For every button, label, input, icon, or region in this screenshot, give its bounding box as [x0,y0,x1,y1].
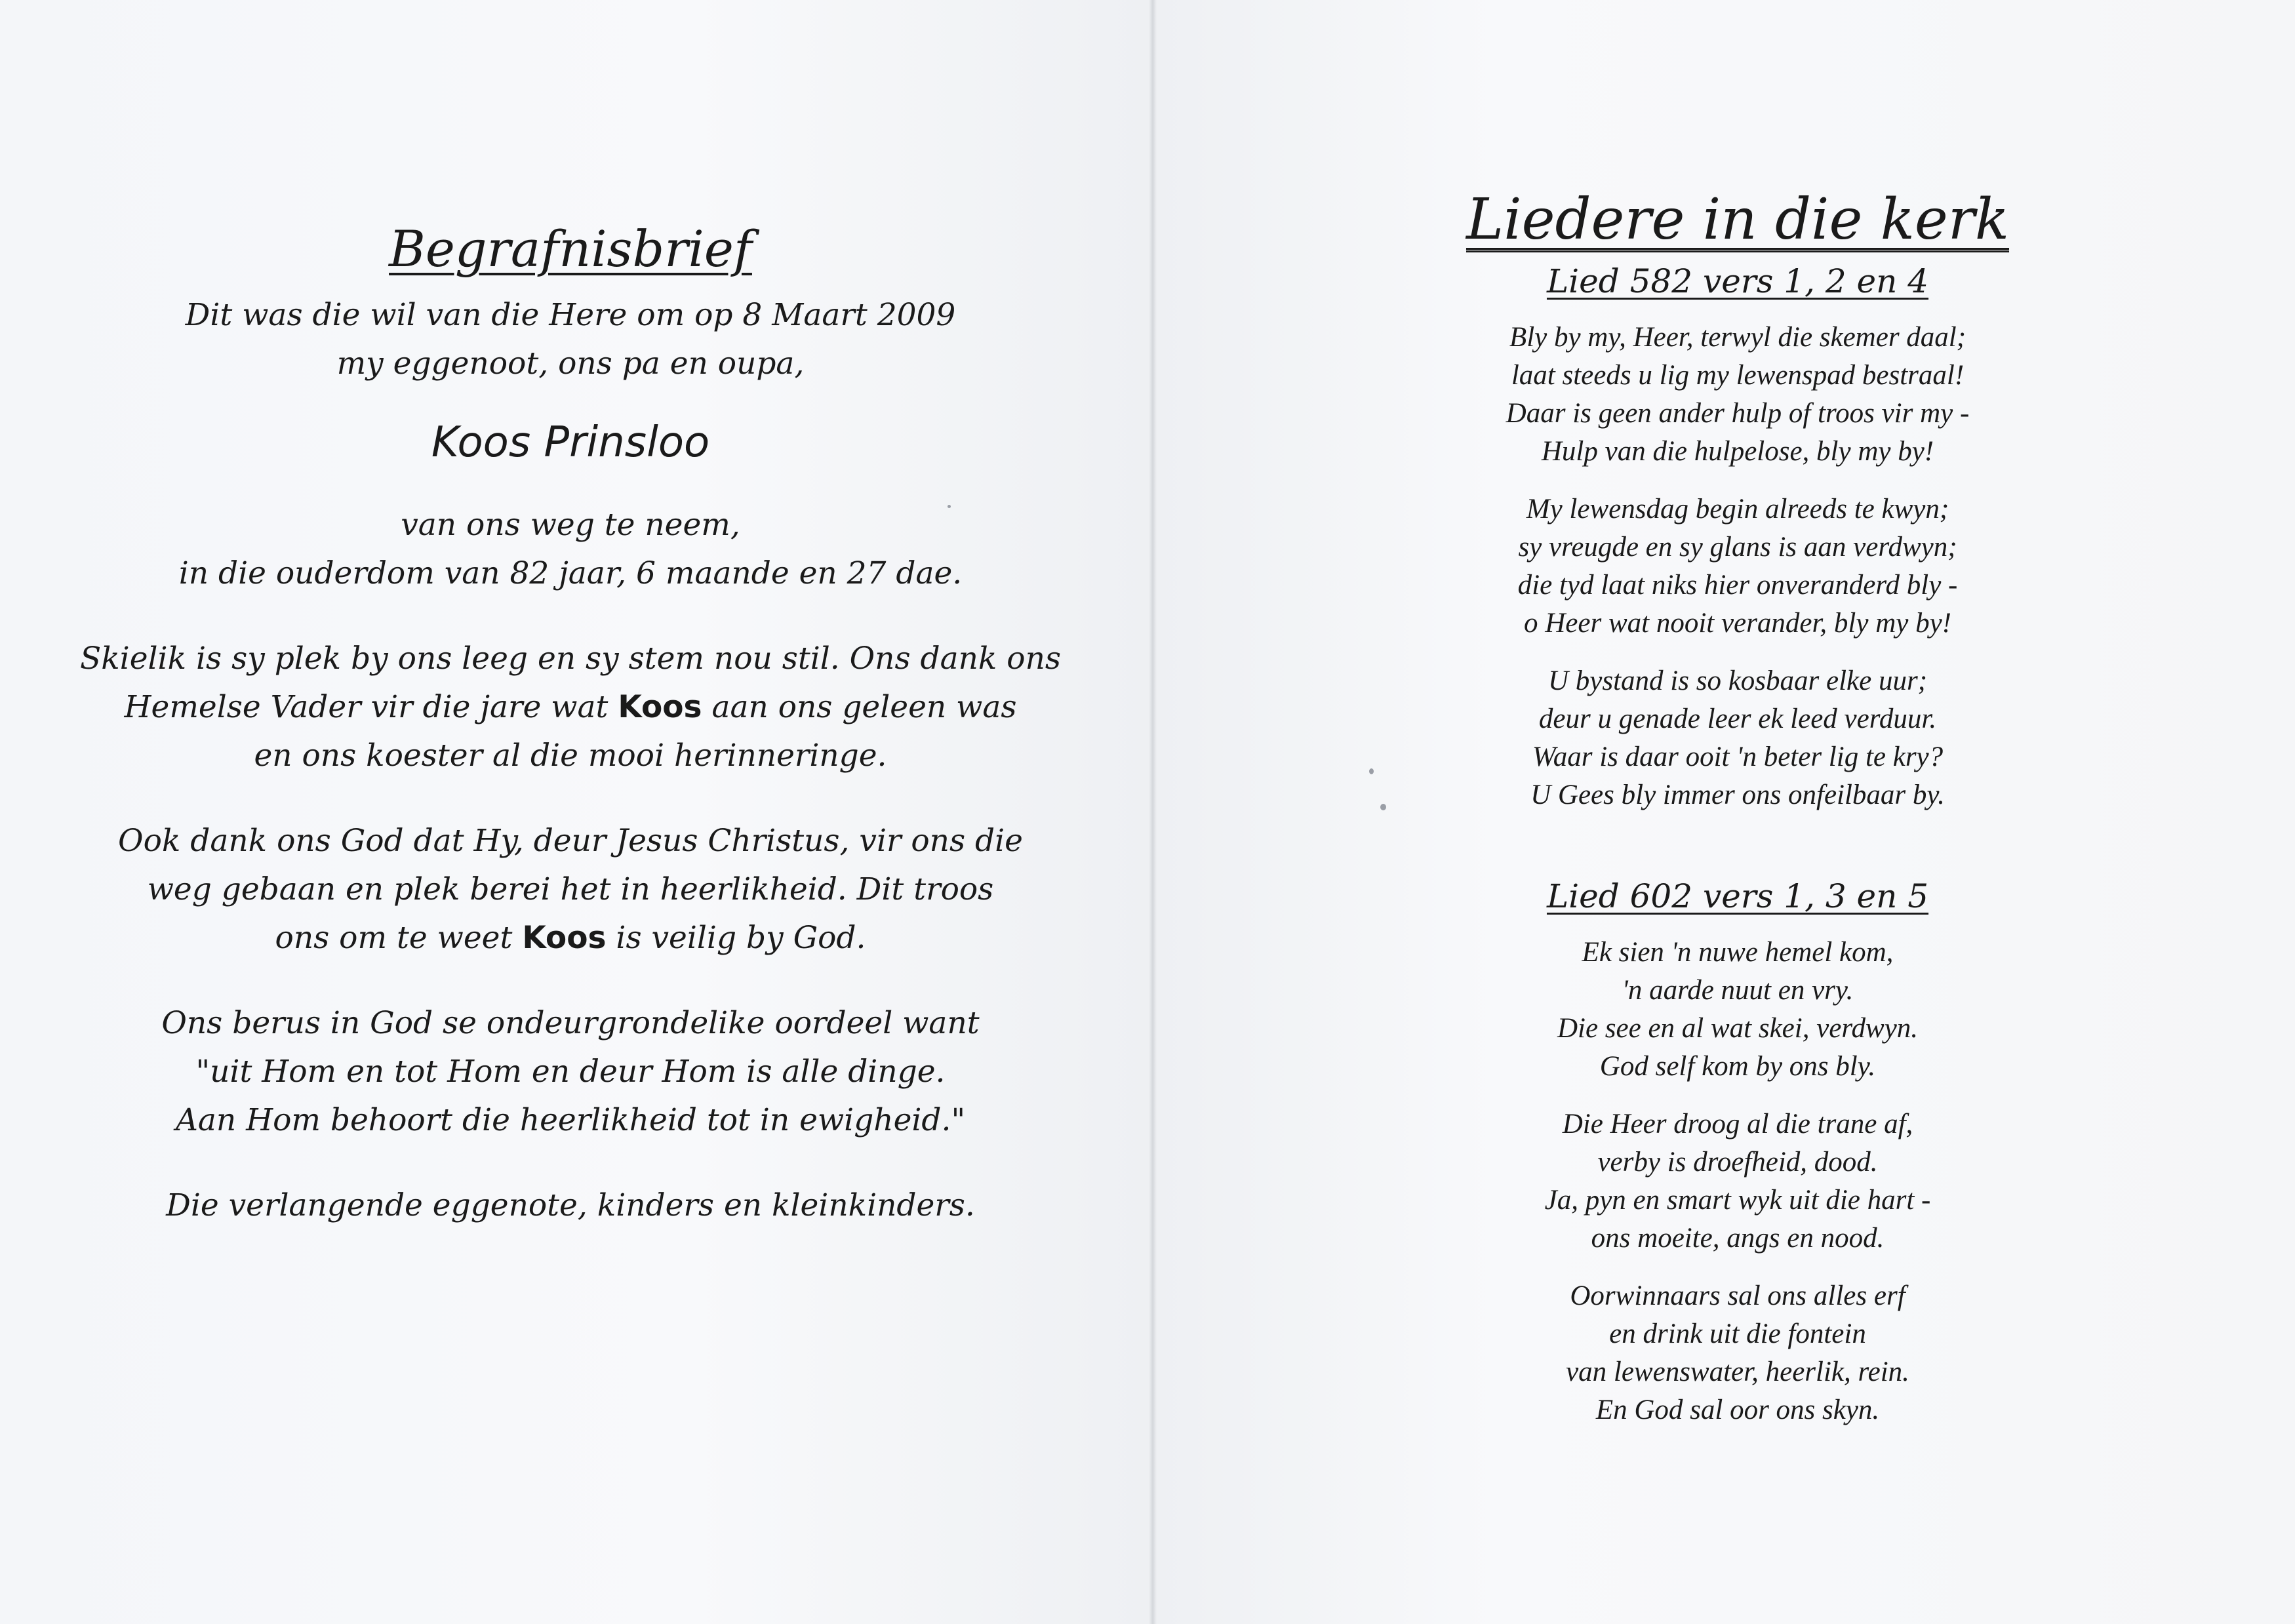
paragraph-line: weg gebaan en plek berei het in heerlikheid. Dit troos [147,871,994,907]
age-statement [39,501,1102,598]
verse-line: ons moeite, angs en nood. [1591,1223,1885,1254]
hymn-verse [1344,662,2131,814]
hymns-title: Liedere in die kerk [1466,187,2010,252]
funeral-letter [39,216,1102,1230]
verse-line: van lewenswater, heerlik, rein. [1566,1357,1909,1387]
letter-title: Begrafnisbrief [389,220,752,278]
paragraph-line: Ons berus in God se ondeurgrondelike oordeel want [161,1005,980,1041]
deceased-name: Koos Prinsloo [431,418,710,467]
verse-line: en drink uit die fontein [1609,1318,1866,1349]
verse-line: verby is droefheid, dood. [1597,1147,1878,1178]
verse-line: Ek sien 'n nuwe hemel kom, [1582,937,1894,968]
hymn-verse [1344,490,2131,643]
text-span: Hemelse Vader vir die jare wat [124,689,618,725]
paragraph-line: Aan Hom behoort die heerlikheid tot in ewigheid." [175,1102,966,1138]
paragraph-line: Ook dank ons God dat Hy, deur Jesus Christus, vir ons die [118,823,1023,859]
verse-line: deur u genade leer ek leed verduur. [1538,703,1937,734]
hymn-verse [1344,1277,2131,1429]
age-line: van ons weg te neem, [401,507,740,543]
text-span: aan ons geleen was [702,689,1017,725]
verse-line: 'n aarde nuut en vry. [1622,975,1854,1006]
hymn-verse [1344,319,2131,471]
verse-line: U bystand is so kosbaar elke uur; [1547,665,1928,696]
verse-line: Ja, pyn en smart wyk uit die hart - [1544,1185,1931,1216]
verse-line: Daar is geen ander hulp of troos vir my - [1506,398,1970,429]
bold-name: Koos [522,920,607,956]
paragraph-line: "uit Hom en tot Hom en deur Hom is alle dinge. [195,1054,946,1090]
text-span: is veilig by God. [606,920,866,956]
age-line: in die ouderdom van 82 jaar, 6 maande en 27 dae. [178,555,963,591]
intro-line: my eggenoot, ons pa en oupa, [336,346,805,382]
paragraph-line [39,683,1102,732]
hymn-verse [1344,1105,2131,1258]
closing-signature: Die verlangende eggenote, kinders en kleinkinders. [166,1187,975,1223]
verse-line: o Heer wat nooit verander, bly my by! [1523,608,1951,639]
hymn-verse [1344,934,2131,1086]
verse-line: Die see en al wat skei, verdwyn. [1557,1013,1919,1044]
letter-intro [39,291,1102,388]
page-fold [1149,0,1157,1624]
verse-line: Die Heer droog al die trane af, [1562,1109,1913,1139]
hymn-heading: Lied 602 vers 1, 3 en 5 [1546,877,1929,915]
paragraph-line: en ons koester al die mooi herinneringe. [254,738,887,774]
verse-line: Oorwinnaars sal ons alles erf [1570,1280,1906,1311]
verse-line: U Gees bly immer ons onfeilbaar by. [1530,780,1945,810]
text-span: ons om te weet [275,920,523,956]
paragraph-scripture [39,999,1102,1145]
verse-line: sy vreugde en sy glans is aan verdwyn; [1518,532,1957,563]
verse-line: My lewensdag begin alreeds te kwyn; [1526,494,1949,525]
paragraph-memory [39,635,1102,780]
verse-line: God self kom by ons bly. [1599,1051,1876,1082]
bold-name: Koos [618,689,702,725]
hymn-list [1344,184,2131,1449]
verse-line: die tyd laat niks hier onveranderd bly - [1517,570,1958,601]
verse-line: Waar is daar ooit 'n beter lig te kry? [1532,742,1944,772]
verse-line: laat steeds u lig my lewenspad bestraal! [1511,360,1965,391]
paragraph-line [39,914,1102,962]
verse-line: En God sal oor ons skyn. [1595,1395,1880,1425]
intro-line: Dit was die wil van die Here om op 8 Maart 2009 [185,297,956,333]
verse-line: Bly by my, Heer, terwyl die skemer daal; [1509,322,1966,353]
verse-line: Hulp van die hulpelose, bly my by! [1541,436,1934,467]
paragraph-line: Skielik is sy plek by ons leeg en sy stem nou stil. Ons dank ons [80,641,1061,677]
hymn-heading: Lied 582 vers 1, 2 en 4 [1546,262,1929,300]
paragraph-faith [39,817,1102,962]
